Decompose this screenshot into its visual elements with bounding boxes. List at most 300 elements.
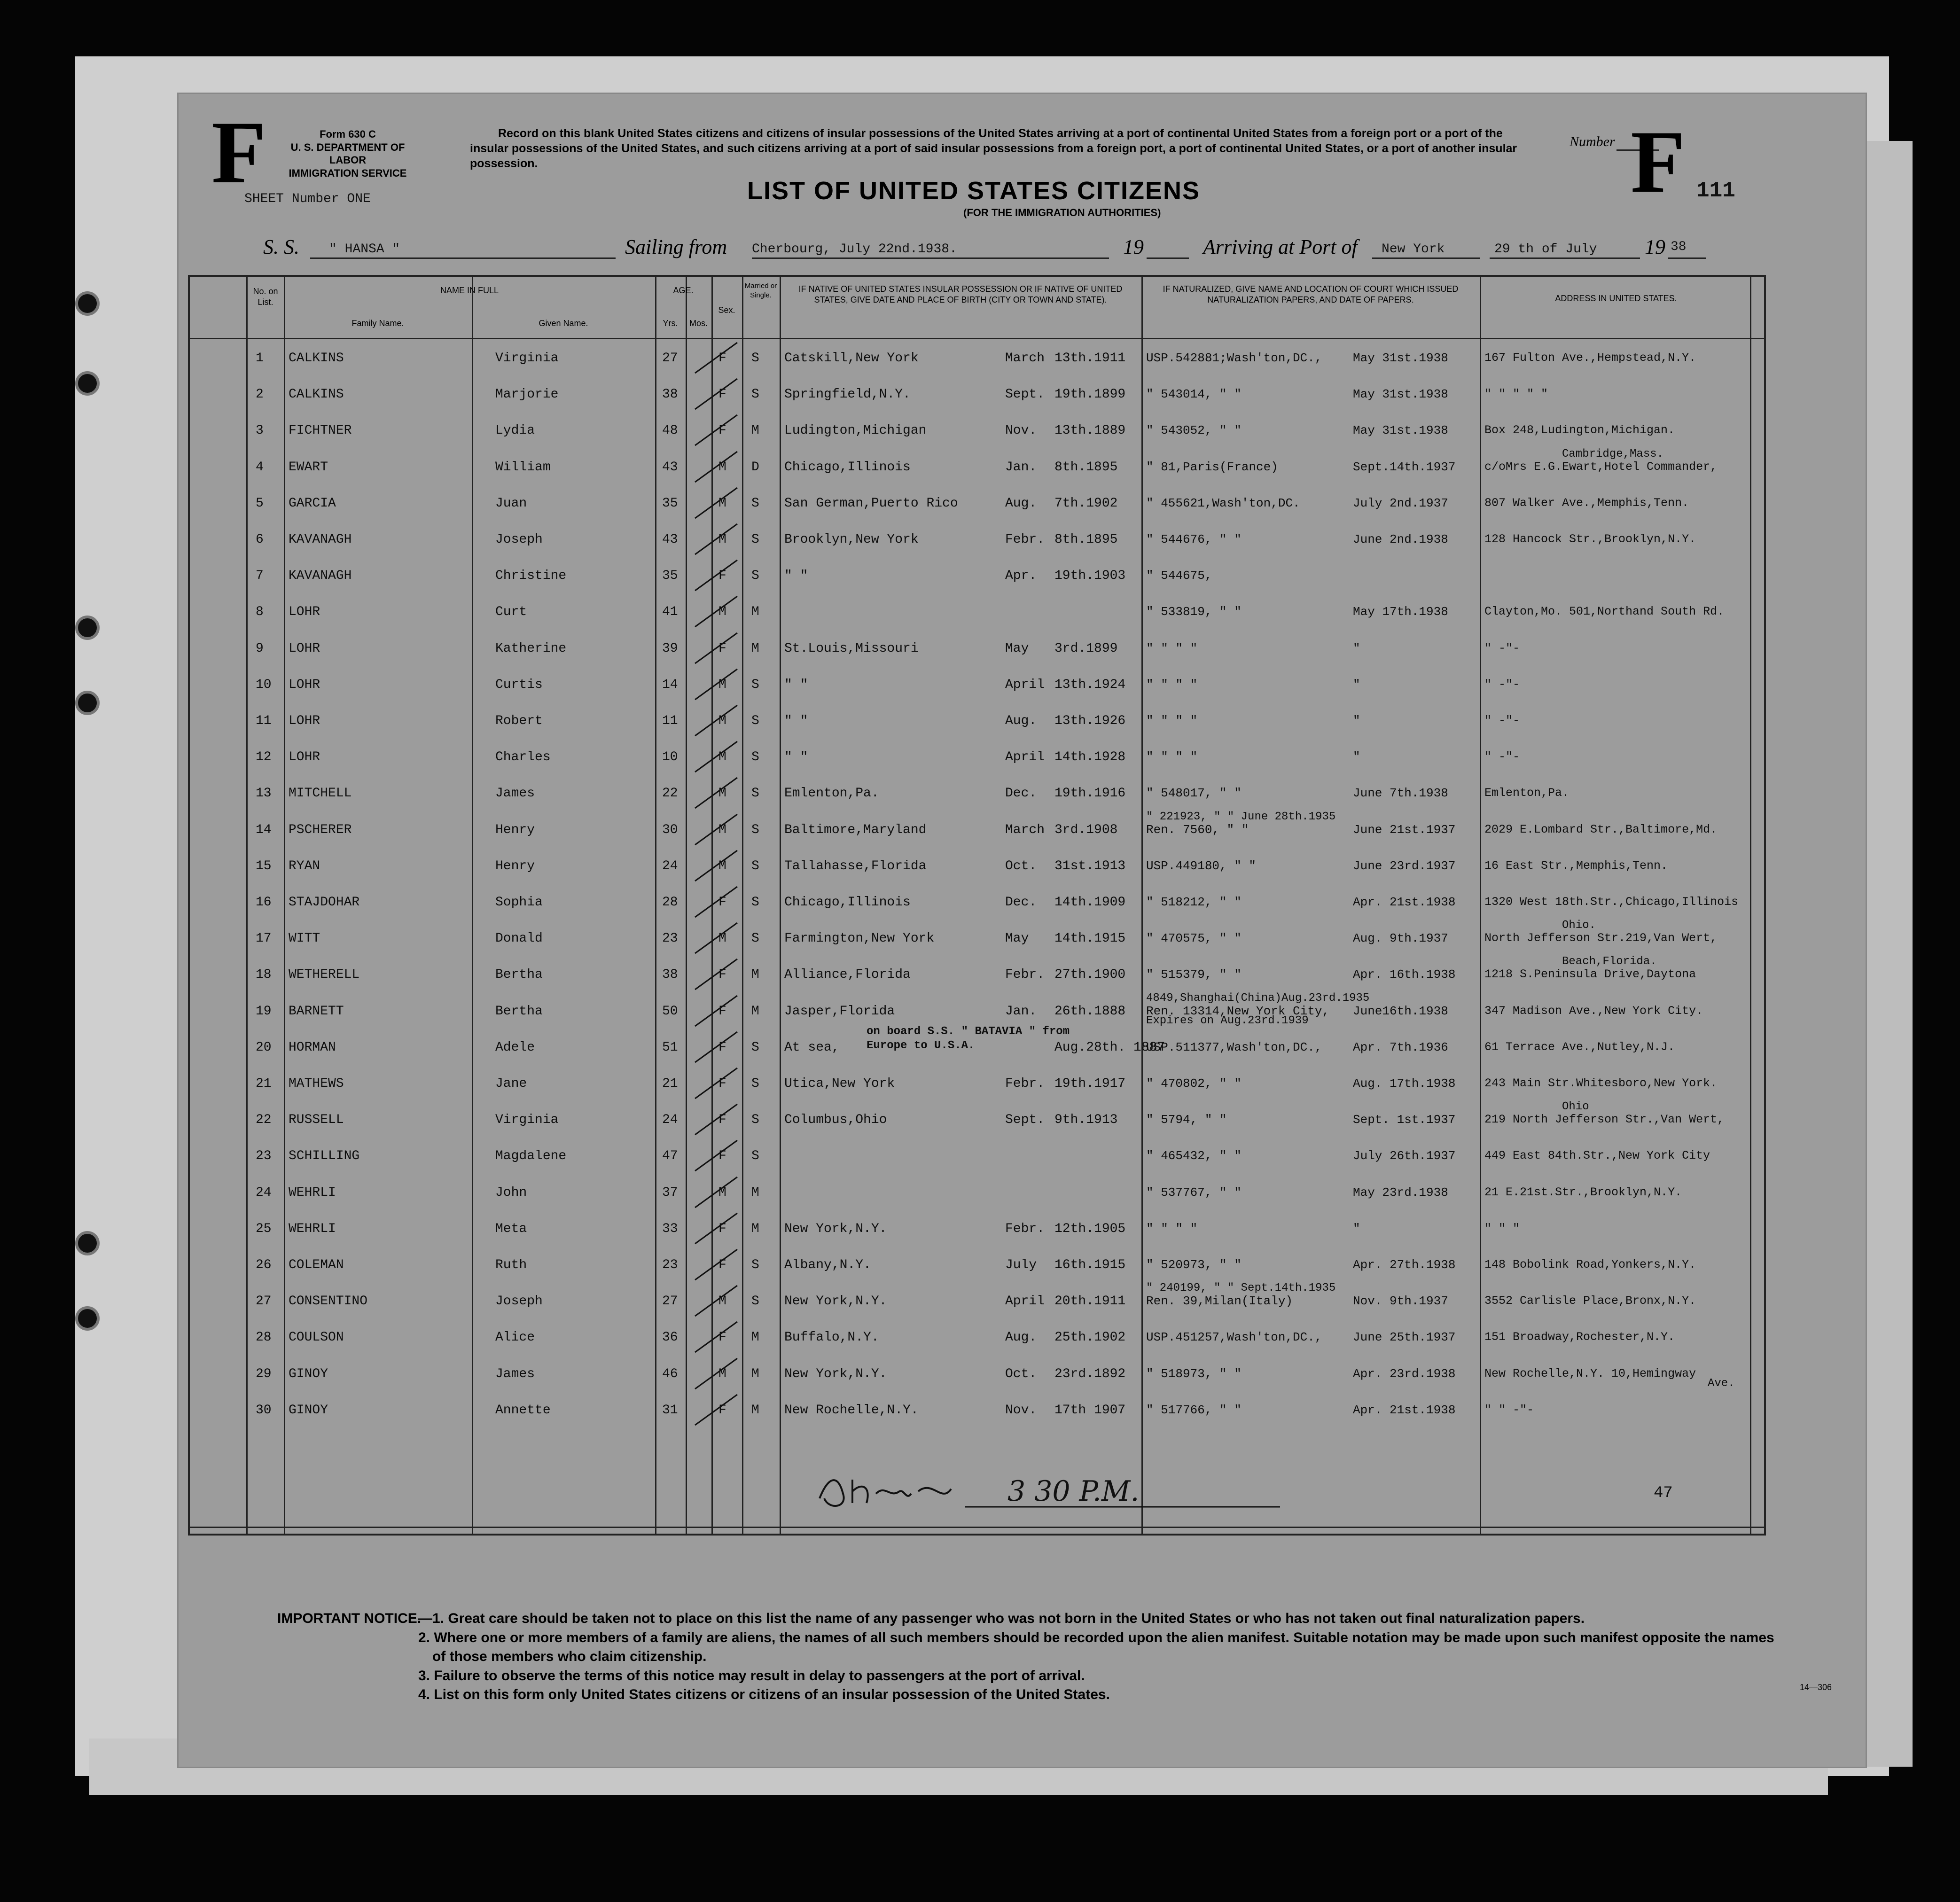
- birth-month: April: [1005, 677, 1045, 692]
- age-years: 11: [662, 714, 678, 728]
- row-number: 7: [256, 569, 264, 584]
- birth-day-year: 9th.1913: [1054, 1113, 1118, 1128]
- marital-status: S: [751, 858, 759, 873]
- check-mark: [690, 558, 747, 595]
- birth-day-year: Aug.28th. 1887: [1054, 1040, 1165, 1055]
- given-name: Bertha: [495, 967, 543, 982]
- birth-month: Aug.: [1005, 714, 1037, 728]
- age-years: 43: [662, 460, 678, 475]
- family-name: BARNETT: [289, 1004, 344, 1019]
- age-years: 33: [662, 1221, 678, 1236]
- marital-status: S: [751, 1149, 759, 1164]
- naturalization-date: Apr. 27th.1938: [1353, 1258, 1456, 1272]
- marital-status: S: [751, 895, 759, 910]
- birth-place: New Rochelle,N.Y.: [784, 1403, 919, 1418]
- check-mark: [690, 775, 747, 813]
- row-number: 1: [256, 351, 264, 366]
- address: Emlenton,Pa.: [1484, 786, 1570, 800]
- given-name: Adele: [495, 1040, 535, 1055]
- birth-day-year: 27th.1900: [1054, 967, 1126, 982]
- table-row: [190, 1100, 1764, 1140]
- naturalization-court: " " " ": [1146, 1221, 1198, 1236]
- row-number: 18: [256, 967, 272, 982]
- birth-place: New York,N.Y.: [784, 1221, 887, 1236]
- birth-place: Albany,N.Y.: [784, 1258, 871, 1272]
- row-number: 26: [256, 1258, 272, 1272]
- given-name: Henry: [495, 858, 535, 873]
- age-years: 39: [662, 641, 678, 656]
- birth-day-year: 13th.1911: [1054, 351, 1126, 366]
- table-row: [190, 343, 1764, 379]
- birth-month: May: [1005, 641, 1029, 656]
- naturalization-date: June16th.1938: [1353, 1004, 1448, 1018]
- sex: F: [718, 387, 726, 402]
- table-row: [190, 1177, 1764, 1213]
- family-name: MATHEWS: [289, 1076, 344, 1091]
- sex: F: [718, 569, 726, 584]
- table-row: [190, 1068, 1764, 1104]
- marital-status: S: [751, 1294, 759, 1309]
- age-years: 23: [662, 1258, 678, 1272]
- given-name: Magdalene: [495, 1149, 567, 1164]
- check-mark: [690, 884, 747, 922]
- naturalization-date: ": [1353, 714, 1360, 728]
- marital-status: M: [751, 1330, 759, 1345]
- age-years: 27: [662, 351, 678, 366]
- birth-place: At sea,: [784, 1040, 840, 1055]
- marital-status: D: [751, 460, 759, 475]
- citizen-table: [188, 275, 1766, 1536]
- address: " " " " ": [1484, 387, 1548, 401]
- age-years: 22: [662, 786, 678, 801]
- family-name: WETHERELL: [289, 967, 360, 982]
- family-name: LOHR: [289, 641, 320, 656]
- address: " -"-: [1484, 714, 1520, 727]
- birth-month: Nov.: [1005, 423, 1037, 438]
- naturalization-court: " " " ": [1146, 750, 1198, 764]
- row-number: 29: [256, 1366, 272, 1381]
- age-years: 48: [662, 423, 678, 438]
- table-row: [190, 596, 1764, 632]
- age-years: 38: [662, 387, 678, 402]
- birth-month: Febr.: [1005, 532, 1045, 547]
- naturalization-court: " 515379, " ": [1146, 967, 1242, 982]
- birth-day-year: 25th.1902: [1054, 1330, 1126, 1345]
- marital-status: M: [751, 605, 759, 620]
- check-mark: [690, 957, 747, 994]
- address-continuation: Cambridge,Mass.: [1562, 447, 1664, 460]
- naturalization-court: " " " ": [1146, 714, 1198, 728]
- col-yrs: Yrs.: [663, 319, 678, 328]
- family-name: GINOY: [289, 1403, 328, 1418]
- check-mark: [690, 594, 747, 631]
- row-number: 16: [256, 895, 272, 910]
- given-name: James: [495, 786, 535, 801]
- birth-day-year: 19th.1903: [1054, 569, 1126, 584]
- col-married-single: Married or Single.: [744, 282, 777, 299]
- address: 1218 S.Peninsula Drive,Daytona: [1484, 967, 1696, 982]
- table-row: [190, 955, 1764, 995]
- birth-month: April: [1005, 750, 1045, 765]
- naturalization-court: " 5794, " ": [1146, 1113, 1227, 1127]
- table-row: [190, 778, 1764, 814]
- marital-status: S: [751, 750, 759, 765]
- table-row: [190, 379, 1764, 415]
- address: 16 East Str.,Memphis,Tenn.: [1484, 858, 1668, 873]
- naturalization-prior: " 240199, " " Sept.14th.1935: [1146, 1282, 1336, 1295]
- age-years: 38: [662, 967, 678, 982]
- birth-month: May: [1005, 931, 1029, 946]
- check-mark: [690, 703, 747, 741]
- year-prefix-1: 19: [1123, 235, 1144, 258]
- birth-month: Febr.: [1005, 967, 1045, 982]
- family-name: RUSSELL: [289, 1113, 344, 1128]
- row-number: 19: [256, 1004, 272, 1019]
- check-mark: [690, 848, 747, 886]
- sex: F: [718, 641, 726, 656]
- given-name: Alice: [495, 1330, 535, 1345]
- age-years: 23: [662, 931, 678, 946]
- table-row: [190, 415, 1764, 451]
- sex: F: [718, 1113, 726, 1128]
- table-row: [190, 488, 1764, 524]
- family-name: CALKINS: [289, 351, 344, 366]
- family-name: COLEMAN: [289, 1258, 344, 1272]
- check-mark: [690, 376, 747, 414]
- birth-day-year: 8th.1895: [1054, 460, 1118, 475]
- birth-place: New York,N.Y.: [784, 1366, 887, 1381]
- birth-place: Columbus,Ohio: [784, 1113, 887, 1128]
- birth-note: on board S.S. " BATAVIA " from: [867, 1025, 1070, 1038]
- marital-status: S: [751, 569, 759, 584]
- age-years: 24: [662, 1113, 678, 1128]
- family-name: FICHTNER: [289, 423, 352, 438]
- naturalization-date: Apr. 7th.1936: [1353, 1040, 1448, 1054]
- marital-status: S: [751, 387, 759, 402]
- arriving-label: Arriving at Port of: [1203, 235, 1358, 258]
- marital-status: M: [751, 641, 759, 656]
- check-mark: [690, 1138, 747, 1176]
- sex: F: [718, 351, 726, 366]
- naturalization-date: Apr. 23rd.1938: [1353, 1366, 1456, 1381]
- check-mark: [690, 812, 747, 850]
- given-name: Marjorie: [495, 387, 559, 402]
- address: c/oMrs E.G.Ewart,Hotel Commander,: [1484, 460, 1718, 474]
- document-title: LIST OF UNITED STATES CITIZENS: [747, 177, 1200, 205]
- check-mark: [690, 1356, 747, 1394]
- address-continuation: Beach,Florida.: [1562, 955, 1657, 968]
- given-name: Joseph: [495, 1294, 543, 1309]
- given-name: Joseph: [495, 532, 543, 547]
- age-years: 46: [662, 1366, 678, 1381]
- table-row: [190, 919, 1764, 959]
- marital-status: M: [751, 1004, 759, 1019]
- sex: M: [718, 786, 726, 801]
- check-mark: [690, 739, 747, 777]
- row-number: 11: [256, 714, 272, 728]
- address: 21 E.21st.Str.,Brooklyn,N.Y.: [1484, 1185, 1682, 1199]
- row-number: 20: [256, 1040, 272, 1055]
- age-years: 21: [662, 1076, 678, 1091]
- birth-day-year: 14th.1915: [1054, 931, 1126, 946]
- page-number: 111: [1696, 179, 1735, 203]
- naturalization-date: Apr. 21st.1938: [1353, 1403, 1456, 1417]
- birth-day-year: 3rd.1899: [1054, 641, 1118, 656]
- birth-place: Catskill,New York: [784, 351, 919, 366]
- address-continuation: Ohio.: [1562, 919, 1596, 932]
- year-prefix-2: 19: [1645, 235, 1665, 258]
- birth-day-year: 3rd.1908: [1054, 822, 1118, 837]
- table-row: [190, 1249, 1764, 1286]
- age-years: 30: [662, 822, 678, 837]
- marital-status: M: [751, 1185, 759, 1200]
- sex: F: [718, 967, 726, 982]
- birth-day-year: 13th.1889: [1054, 423, 1126, 438]
- address: " " -"-: [1484, 1403, 1534, 1417]
- table-row: [190, 1140, 1764, 1177]
- naturalization-date: Aug. 17th.1938: [1353, 1076, 1456, 1091]
- given-name: Curtis: [495, 677, 543, 692]
- col-given-name: Given Name.: [539, 319, 588, 328]
- naturalization-date: Apr. 21st.1938: [1353, 895, 1456, 909]
- row-number: 22: [256, 1113, 272, 1128]
- table-row: [190, 1395, 1764, 1431]
- check-mark: [690, 920, 747, 958]
- naturalization-date: June 21st.1937: [1353, 822, 1456, 837]
- row-number: 13: [256, 786, 272, 801]
- birth-month: Oct.: [1005, 1366, 1037, 1381]
- row-number: 12: [256, 750, 272, 765]
- naturalization-court: " 470802, " ": [1146, 1076, 1242, 1091]
- birth-place: Brooklyn,New York: [784, 532, 919, 547]
- row-number: 15: [256, 858, 272, 873]
- birth-month: Sept.: [1005, 1113, 1045, 1128]
- marital-status: S: [751, 822, 759, 837]
- check-mark: [690, 1392, 747, 1430]
- family-name: WEHRLI: [289, 1185, 336, 1200]
- check-mark: [690, 1283, 747, 1321]
- family-name: EWART: [289, 460, 328, 475]
- row-number: 3: [256, 423, 264, 438]
- col-no: No. on List.: [253, 287, 278, 307]
- department: U. S. DEPARTMENT OF LABOR: [290, 141, 405, 166]
- ss-label: S. S.: [263, 235, 299, 258]
- birth-month: Sept.: [1005, 387, 1045, 402]
- age-years: 51: [662, 1040, 678, 1055]
- punch-hole: [75, 691, 100, 715]
- family-name: RYAN: [289, 858, 320, 873]
- number-label: Number: [1570, 134, 1615, 149]
- naturalization-court: Ren. 13314,New York City,: [1146, 1004, 1330, 1018]
- sex: F: [718, 1330, 726, 1345]
- birth-place: St.Louis,Missouri: [784, 641, 919, 656]
- year-line-1: [1147, 257, 1189, 259]
- sex: M: [718, 532, 726, 547]
- address: 167 Fulton Ave.,Hempstead,N.Y.: [1484, 351, 1696, 365]
- col-name-in-full: NAME IN FULL: [440, 286, 499, 295]
- sex: F: [718, 1076, 726, 1091]
- ship-line: [310, 257, 616, 259]
- given-name: Juan: [495, 496, 527, 511]
- naturalization-date: Nov. 9th.1937: [1353, 1294, 1448, 1309]
- table-bottom-rule: [190, 1527, 1764, 1528]
- birth-month: Aug.: [1005, 496, 1037, 511]
- arrival-port: New York: [1382, 242, 1445, 257]
- given-name: Katherine: [495, 641, 567, 656]
- table-row: [190, 669, 1764, 705]
- naturalization-date: June 2nd.1938: [1353, 532, 1448, 546]
- naturalization-court: " 544675,: [1146, 569, 1212, 583]
- notice-item-4: 4. List on this form only United States citizens or citizens of an insular possession of the United States.: [418, 1687, 1110, 1702]
- important-notice: [277, 1609, 1781, 1705]
- marital-status: S: [751, 931, 759, 946]
- family-name: LOHR: [289, 605, 320, 620]
- marital-status: S: [751, 351, 759, 366]
- naturalization-date: Sept. 1st.1937: [1353, 1113, 1456, 1127]
- birth-place: New York,N.Y.: [784, 1294, 887, 1309]
- birth-place: " ": [784, 677, 808, 692]
- given-name: John: [495, 1185, 527, 1200]
- row-number: 23: [256, 1149, 272, 1164]
- sex: M: [718, 750, 726, 765]
- naturalization-court: " 533819, " ": [1146, 605, 1242, 619]
- naturalization-date: Apr. 16th.1938: [1353, 967, 1456, 982]
- naturalization-court: Ren. 7560, " ": [1146, 822, 1249, 837]
- given-name: Lydia: [495, 423, 535, 438]
- naturalization-court: " 81,Paris(France): [1146, 460, 1278, 474]
- marital-status: S: [751, 1258, 759, 1272]
- table-row: [190, 447, 1764, 488]
- table-row: [190, 1213, 1764, 1249]
- check-mark: [690, 413, 747, 450]
- marital-status: S: [751, 786, 759, 801]
- family-name: MITCHELL: [289, 786, 352, 801]
- row-number: 9: [256, 641, 264, 656]
- birth-day-year: 12th.1905: [1054, 1221, 1126, 1236]
- age-years: 50: [662, 1004, 678, 1019]
- naturalization-court: " 520973, " ": [1146, 1258, 1242, 1272]
- family-name: GARCIA: [289, 496, 336, 511]
- naturalization-court: " 543014, " ": [1146, 387, 1242, 402]
- naturalization-court: " " " ": [1146, 641, 1198, 655]
- address: New Rochelle,N.Y. 10,Hemingway: [1484, 1366, 1696, 1380]
- naturalization-prior: " 221923, " " June 28th.1935: [1146, 810, 1336, 823]
- birth-day-year: 19th.1899: [1054, 387, 1126, 402]
- row-number: 5: [256, 496, 264, 511]
- check-mark: [690, 993, 747, 1031]
- sex: M: [718, 605, 726, 620]
- family-name: KAVANAGH: [289, 532, 352, 547]
- birth-day-year: 7th.1902: [1054, 496, 1118, 511]
- naturalization-court: USP.451257,Wash'ton,DC.,: [1146, 1330, 1322, 1345]
- address: 347 Madison Ave.,New York City.: [1484, 1004, 1703, 1018]
- day-line: [1490, 257, 1640, 259]
- address: 1320 West 18th.Str.,Chicago,Illinois: [1484, 895, 1739, 909]
- family-name: HORMAN: [289, 1040, 336, 1055]
- age-years: 14: [662, 677, 678, 692]
- check-mark: [690, 1066, 747, 1103]
- birth-month: Febr.: [1005, 1221, 1045, 1236]
- col-family-name: Family Name.: [351, 319, 404, 328]
- address: 807 Walker Ave.,Memphis,Tenn.: [1484, 496, 1689, 510]
- age-years: 41: [662, 605, 678, 620]
- sex: M: [718, 460, 726, 475]
- form-code: 14—306: [1800, 1683, 1832, 1692]
- check-mark: [690, 1102, 747, 1139]
- birth-day-year: 26th.1888: [1054, 1004, 1126, 1019]
- given-name: William: [495, 460, 551, 475]
- given-name: Robert: [495, 714, 543, 728]
- given-name: Charles: [495, 750, 551, 765]
- form-id: Form 630 C: [320, 128, 376, 140]
- age-years: 47: [662, 1149, 678, 1164]
- check-mark: [690, 1211, 747, 1248]
- address: 449 East 84th.Str.,New York City: [1484, 1149, 1710, 1163]
- given-name: Christine: [495, 569, 567, 584]
- marital-status: S: [751, 1076, 759, 1091]
- port-line: [1372, 257, 1480, 259]
- birth-day-year: 13th.1926: [1054, 714, 1126, 728]
- family-name: COULSON: [289, 1330, 344, 1345]
- col-naturalized: IF NATURALIZED, GIVE NAME AND LOCATION OF COURT WHICH ISSUED NATURALIZATION PAPERS, AND DATE OF PAPERS.: [1163, 284, 1459, 305]
- notice-item-2: 2. Where one or more members of a family are aliens, the names of all such members should be recorded upon the alien manifest. Suitable notation may be made upon such manifest opposite the names of those members who claim citizenship.: [418, 1629, 1774, 1664]
- row-number: 4: [256, 460, 264, 475]
- marital-status: S: [751, 532, 759, 547]
- col-mos: Mos.: [689, 319, 708, 328]
- birth-day-year: 17th 1907: [1054, 1403, 1126, 1418]
- given-name: Curt: [495, 605, 527, 620]
- check-mark: [690, 631, 747, 668]
- address: 243 Main Str.Whitesboro,New York.: [1484, 1076, 1718, 1090]
- age-years: 35: [662, 569, 678, 584]
- family-name: LOHR: [289, 714, 320, 728]
- birth-day-year: 19th.1917: [1054, 1076, 1126, 1091]
- birth-day-year: 31st.1913: [1054, 858, 1126, 873]
- birth-month: Aug.: [1005, 1330, 1037, 1345]
- naturalization-note: Expires on Aug.23rd.1939: [1146, 1014, 1309, 1027]
- form-letter-right: F: [1631, 113, 1686, 211]
- birth-place: Chicago,Illinois: [784, 460, 911, 475]
- given-name: Henry: [495, 822, 535, 837]
- row-number: 6: [256, 532, 264, 547]
- sex: M: [718, 714, 726, 728]
- arrival-day: 29 th of July: [1494, 242, 1597, 257]
- birth-place: Buffalo,N.Y.: [784, 1330, 879, 1345]
- table-row: [190, 524, 1764, 560]
- naturalization-court: " 518973, " ": [1146, 1366, 1242, 1381]
- birth-month: Apr.: [1005, 569, 1037, 584]
- naturalization-prior: 4849,Shanghai(China)Aug.23rd.1935: [1146, 991, 1370, 1005]
- ship-name: " HANSA ": [329, 242, 400, 257]
- birth-month: Jan.: [1005, 460, 1037, 475]
- row-number: 27: [256, 1294, 272, 1309]
- address: 61 Terrace Ave.,Nutley,N.J.: [1484, 1040, 1675, 1054]
- sailing-value: Cherbourg, July 22nd.1938.: [752, 242, 957, 257]
- naturalization-date: June 23rd.1937: [1353, 858, 1456, 873]
- birth-month: March: [1005, 822, 1045, 837]
- col-age: AGE.: [673, 286, 694, 295]
- sailing-line: [752, 257, 1109, 259]
- sex: F: [718, 1149, 726, 1164]
- sex: F: [718, 895, 726, 910]
- table-row: [190, 850, 1764, 887]
- naturalization-date: Sept.14th.1937: [1353, 460, 1456, 474]
- marital-status: M: [751, 967, 759, 982]
- birth-place: Utica,New York: [784, 1076, 895, 1091]
- family-name: SCHILLING: [289, 1149, 360, 1164]
- row-number: 28: [256, 1330, 272, 1345]
- given-name: James: [495, 1366, 535, 1381]
